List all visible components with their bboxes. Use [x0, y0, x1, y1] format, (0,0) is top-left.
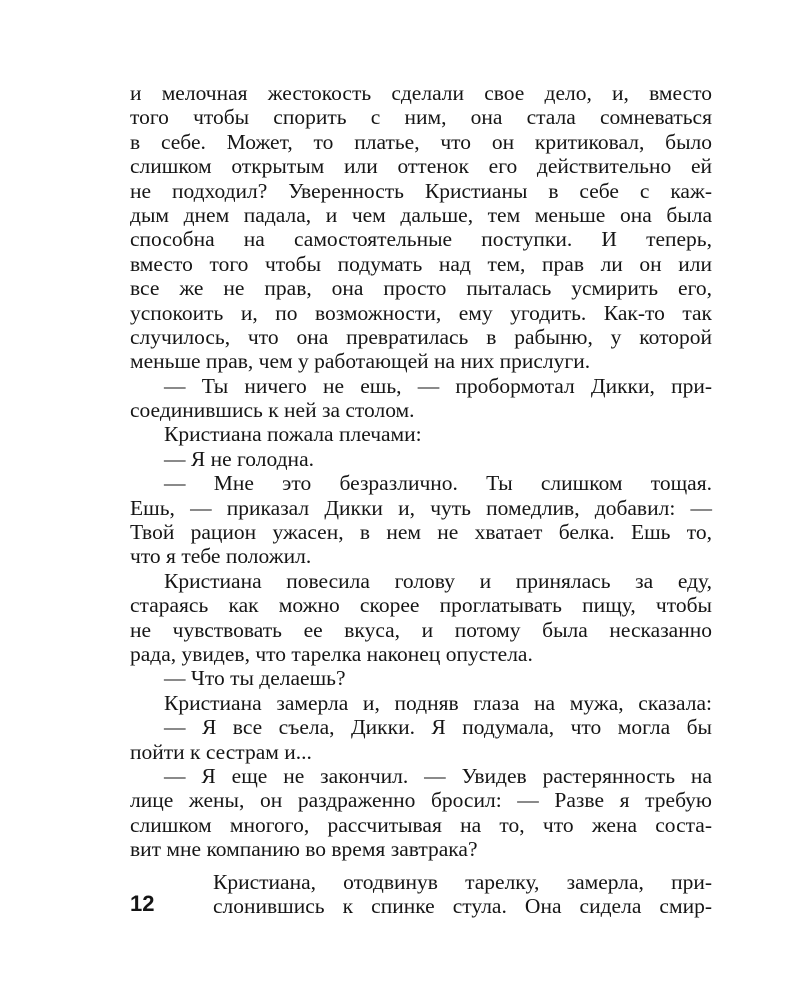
- text-line: того чтобы спорить с ним, она стала сомневаться: [130, 105, 712, 130]
- text-line: Кристиана пожала плечами:: [164, 422, 422, 447]
- text-line: — Что ты делаешь?: [164, 666, 346, 691]
- text-line: Кристиана, отодвинув тарелку, замерла, при-: [213, 870, 712, 894]
- page-footer-text: [213, 870, 712, 919]
- text-line: способна на самостоятельные поступки. И теперь,: [130, 227, 712, 252]
- text-line: слишком многого, рассчитывая на то, что жена соста-: [130, 812, 712, 837]
- text-line: слонившись к спинке стула. Она сидела смир-: [213, 894, 712, 919]
- text-line: пойти к сестрам и...: [130, 739, 312, 764]
- text-line: — Ты ничего не ешь, — пробормотал Дикки, при-: [164, 373, 712, 398]
- text-line: вместо того чтобы подумать над тем, прав ли он или: [130, 251, 712, 276]
- text-line: дым днем падала, и чем дальше, тем меньше она была: [130, 202, 712, 227]
- text-line: слишком открытым или оттенок его действительно ей: [130, 154, 712, 179]
- text-line: все же не прав, она просто пыталась усмирить его,: [130, 276, 712, 301]
- text-line: — Мне это безразлично. Ты слишком тощая.: [164, 471, 712, 496]
- text-line: не подходил? Уверенность Кристианы в себе с каж-: [130, 178, 712, 203]
- text-line: что я тебе положил.: [130, 544, 312, 569]
- text-line: не чувствовать ее вкуса, и потому была несказанно: [130, 617, 712, 642]
- text-line: успокоить и, по возможности, ему угодить. Как-то так: [130, 300, 712, 325]
- text-line: Твой рацион ужасен, в нем не хватает белка. Ешь то,: [130, 520, 712, 545]
- text-line: — Я все съела, Дикки. Я подумала, что могла бы: [164, 715, 712, 740]
- text-line: меньше прав, чем у работающей на них прислуги.: [130, 349, 591, 374]
- text-line: соединившись к ней за столом.: [130, 398, 415, 423]
- text-line: Ешь, — приказал Дикки и, чуть помедлив, добавил: —: [130, 495, 712, 520]
- page-text: [130, 81, 712, 862]
- text-line: — Я еще не закончил. — Увидев растерянность на: [164, 763, 712, 788]
- text-line: Кристиана замерла и, подняв глаза на мужа, сказала:: [164, 690, 712, 715]
- text-line: Кристиана повесила голову и принялась за еду,: [164, 568, 712, 593]
- text-line: вит мне компанию во время завтрака?: [130, 837, 478, 862]
- page-number: 12: [130, 891, 155, 916]
- text-line: и мелочная жестокость сделали свое дело, и, вместо: [130, 81, 712, 105]
- text-line: рада, увидев, что тарелка наконец опустела.: [130, 641, 533, 666]
- text-line: — Я не голодна.: [164, 446, 314, 471]
- text-line: в себе. Может, то платье, что он критиковал, было: [130, 129, 712, 154]
- text-line: лице жены, он раздраженно бросил: — Разве я требую: [130, 788, 712, 813]
- text-line: случилось, что она превратилась в рабыню, у которой: [130, 324, 712, 349]
- text-line: стараясь как можно скорее проглатывать пищу, чтобы: [130, 593, 712, 618]
